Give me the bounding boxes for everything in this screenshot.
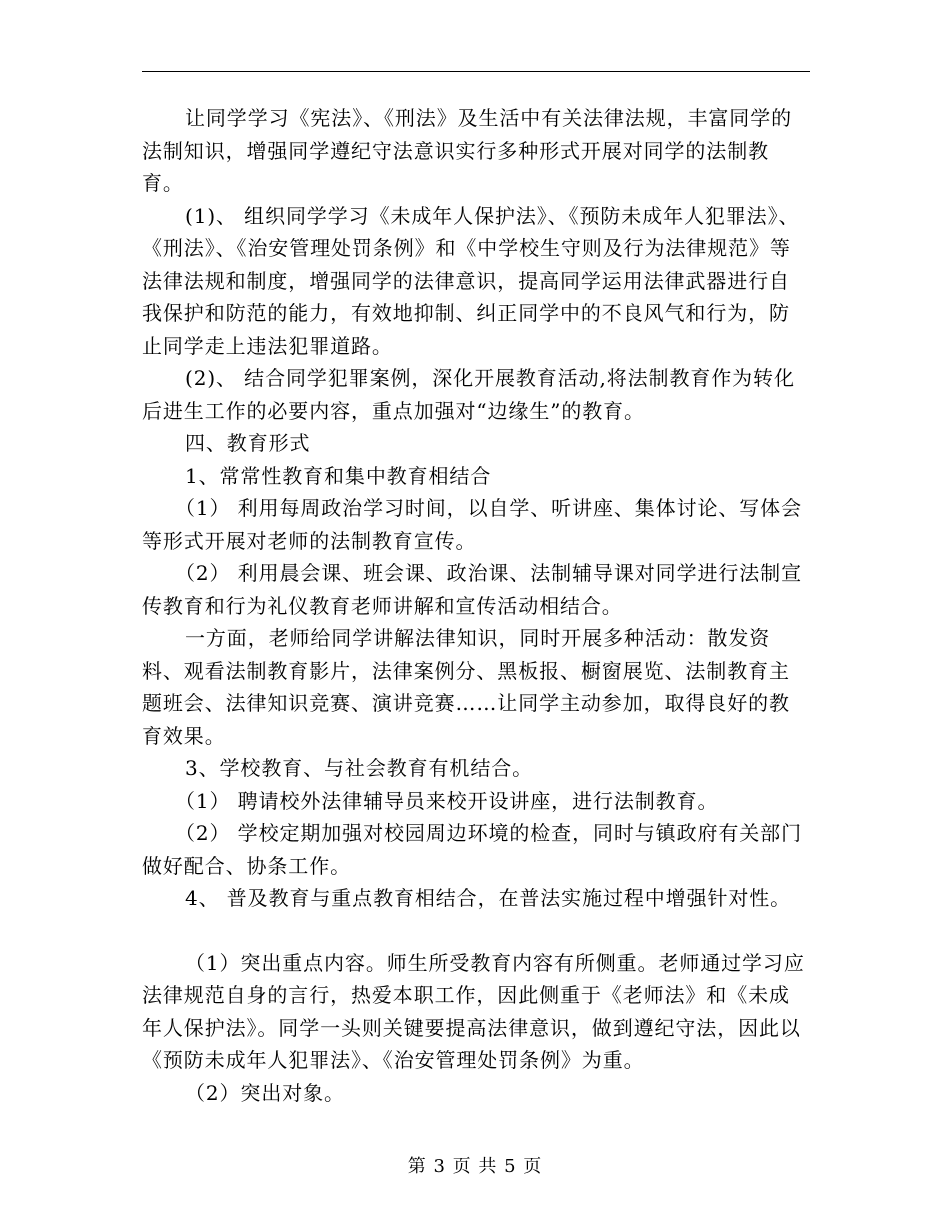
page-number-footer: 第 3 页 共 5 页 [407, 1156, 543, 1177]
paragraph-weekly-study: （1） 利用每周政治学习时间，以自学、听讲座、集体讨论、写体会等形式开展对老师的法制教育宣传。 [142, 496, 802, 553]
paragraph-key-content: （1）突出重点内容。师生所受教育内容有所侧重。老师通过学习应法律规范自身的言行，热爱本职工作，因此侧重于《老师法》和《未成年人保护法》。同学一头则关键要提高法律意识，做到遵纪守法，因此以《预防未成年人犯罪法》、《治安管理处罚条例》为重。 [142, 950, 805, 1072]
paragraph-external-counselor: （1） 聘请校外法律辅导员来校开设讲座，进行法制教育。 [175, 788, 719, 813]
paragraph-law-study: 让同学学习《宪法》、《刑法》及生活中有关法律法规，丰富同学的法制知识，增强同学遵纪守法意识实行多种形式开展对同学的法制教育。 [142, 106, 792, 195]
paragraph-item-1: (1)、 组织同学学习《未成年人保护法》、《预防未成年人犯罪法》、《刑法》、《治安管理处罚条例》和《中学校生守则及行为法律规范》等法律法规和制度，增强同学的法律意识，提高同学运用法律武器进行自我保护和防范的能力，有效地抑制、纠正同学中的不良风气和行为，防止同学走上违法犯罪道路。 [142, 203, 800, 358]
subheading-school-society: 3、学校教育、与社会教育有机结合。 [185, 756, 534, 780]
document-body [142, 102, 810, 1109]
paragraph-activities: 一方面，老师给同学讲解法律知识，同时开展多种活动：散发资料、观看法制教育影片，法律案例分、黑板报、橱窗展览、法制教育主题班会、法律知识竞赛、演讲竞赛……让同学主动参加，取得良好的教育效果。 [142, 626, 790, 748]
paragraph-key-target: （2）突出对象。 [185, 1080, 345, 1105]
header-rule [142, 71, 810, 72]
section-heading-education-forms: 四、教育形式 [185, 431, 311, 455]
paragraph-morning-meeting: （2） 利用晨会课、班会课、政治课、法制辅导课对同学进行法制宣传教育和行为礼仪教育老师讲解和宣传活动相结合。 [142, 561, 802, 618]
paragraph-item-2: (2)、 结合同学犯罪案例，深化开展教育活动,将法制教育作为转化后进生工作的必要内容，重点加强对“边缘生”的教育。 [142, 366, 795, 423]
subheading-regular-education: 1、常常性教育和集中教育相结合 [185, 463, 492, 488]
subheading-key-education: 4、 普及教育与重点教育相结合，在普法实施过程中增强针对性。 [185, 886, 792, 910]
paragraph-campus-inspection: （2） 学校定期加强对校园周边环境的检查，同时与镇政府有关部门做好配合、协条工作。 [142, 821, 802, 878]
